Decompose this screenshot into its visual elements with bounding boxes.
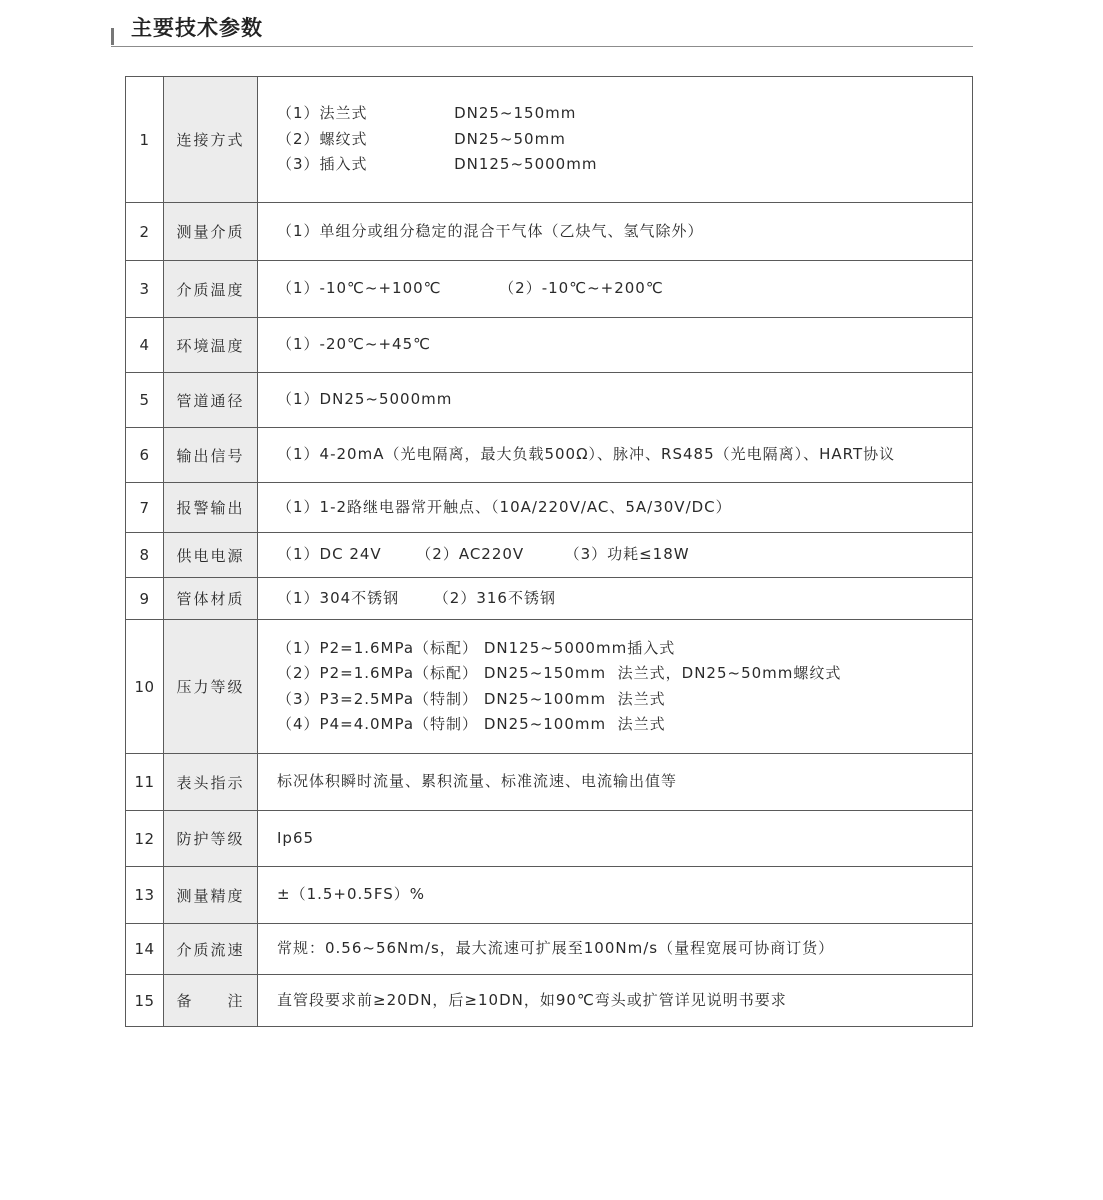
parameter-value: [258, 620, 973, 754]
parameter-value: [258, 754, 973, 811]
row-number: 5: [126, 373, 164, 428]
row-number: 7: [126, 483, 164, 533]
value-line: （1）4-20mA（光电隔离，最大负载500Ω）、脉冲、RS485（光电隔离）、HART协议: [277, 445, 896, 464]
parameter-value: [258, 203, 973, 261]
value-line: （4）P4=4.0MPa（特制） DN25~100mm 法兰式: [277, 715, 666, 733]
value-line: （2）螺纹式 DN25~50mm: [277, 129, 566, 148]
parameter-value: [258, 261, 973, 318]
spec-table: [125, 76, 973, 1027]
value-line: （1）304不锈钢 （2）316不锈钢: [277, 588, 556, 607]
value-line: 常规：0.56~56Nm/s，最大流速可扩展至100Nm/s（量程宽展可协商订货）: [277, 939, 835, 958]
value-line: （2）P2=1.6MPa（标配） DN25~150mm 法兰式，DN25~50mm螺纹式: [277, 664, 842, 682]
row-number: 14: [126, 924, 164, 975]
parameter-label: 介质流速: [164, 924, 258, 975]
row-number: 12: [126, 811, 164, 867]
value-line: ±（1.5+0.5FS）%: [277, 885, 425, 904]
value-line: （1）DN25~5000mm: [277, 390, 453, 409]
parameter-label: 报警输出: [164, 483, 258, 533]
parameter-label: 供电电源: [164, 533, 258, 578]
parameter-value: [258, 867, 973, 924]
parameter-label: 表头指示: [164, 754, 258, 811]
value-line: （1）单组分或组分稳定的混合干气体（乙炔气、氢气除外）: [277, 221, 704, 240]
value-line: （1）-20℃~+45℃: [277, 335, 431, 354]
row-number: 9: [126, 578, 164, 620]
value-line: Ip65: [277, 828, 315, 847]
parameter-value: [258, 373, 973, 428]
parameter-label: 管道通径: [164, 373, 258, 428]
row-number: 6: [126, 428, 164, 483]
parameter-value: [258, 578, 973, 620]
spec-row: [126, 924, 973, 975]
spec-row: [126, 533, 973, 578]
row-number: 4: [126, 318, 164, 373]
parameter-value: [258, 924, 973, 975]
spec-row: [126, 483, 973, 533]
spec-row: [126, 811, 973, 867]
parameter-value: [258, 318, 973, 373]
spec-row: [126, 203, 973, 261]
spec-row: [126, 578, 973, 620]
spec-row: [126, 620, 973, 754]
parameter-label: 连接方式: [164, 77, 258, 203]
row-number: 13: [126, 867, 164, 924]
row-number: 1: [126, 77, 164, 203]
parameter-label: 压力等级: [164, 620, 258, 754]
spec-row: [126, 77, 973, 203]
header-accent-bar: [111, 28, 114, 45]
value-line: 标况体积瞬时流量、累积流量、标准流速、电流输出值等: [277, 772, 678, 791]
value-line: （3）插入式 DN125~5000mm: [277, 155, 598, 174]
parameter-label: 介质温度: [164, 261, 258, 318]
parameter-value: [258, 975, 973, 1027]
row-number: 2: [126, 203, 164, 261]
spec-row: [126, 754, 973, 811]
value-line: 直管段要求前≥20DN，后≥10DN，如90℃弯头或扩管详见说明书要求: [277, 990, 787, 1009]
parameter-label: 环境温度: [164, 318, 258, 373]
row-number: 10: [126, 620, 164, 754]
value-line: （1）1-2路继电器常开触点、（10A/220V/AC、5A/30V/DC）: [277, 497, 732, 516]
parameter-label: 测量介质: [164, 203, 258, 261]
spec-row: [126, 428, 973, 483]
value-line: （1）DC 24V （2）AC220V （3）功耗≤18W: [277, 545, 690, 564]
parameter-value: [258, 811, 973, 867]
parameter-label: 输出信号: [164, 428, 258, 483]
page-title: 主要技术参数: [131, 16, 263, 40]
parameter-label: 管体材质: [164, 578, 258, 620]
spec-row: [126, 373, 973, 428]
spec-table-body: [126, 77, 973, 1027]
parameter-value: [258, 428, 973, 483]
row-number: 11: [126, 754, 164, 811]
spec-row: [126, 261, 973, 318]
parameter-value: [258, 533, 973, 578]
parameter-value: [258, 483, 973, 533]
value-line: （1）P2=1.6MPa（标配） DN125~5000mm插入式: [277, 638, 676, 657]
parameter-label: 测量精度: [164, 867, 258, 924]
spec-row: [126, 867, 973, 924]
row-number: 15: [126, 975, 164, 1027]
value-line: （3）P3=2.5MPa（特制） DN25~100mm 法兰式: [277, 689, 666, 708]
row-number: 8: [126, 533, 164, 578]
row-number: 3: [126, 261, 164, 318]
spec-row: [126, 975, 973, 1027]
spec-row: [126, 318, 973, 373]
section-header: [111, 10, 973, 47]
parameter-label: 备 注: [164, 975, 258, 1027]
parameter-value: [258, 77, 973, 203]
value-line: （1）-10℃~+100℃ （2）-10℃~+200℃: [277, 279, 664, 298]
value-line: （1）法兰式 DN25~150mm: [277, 104, 577, 123]
parameter-label: 防护等级: [164, 811, 258, 867]
